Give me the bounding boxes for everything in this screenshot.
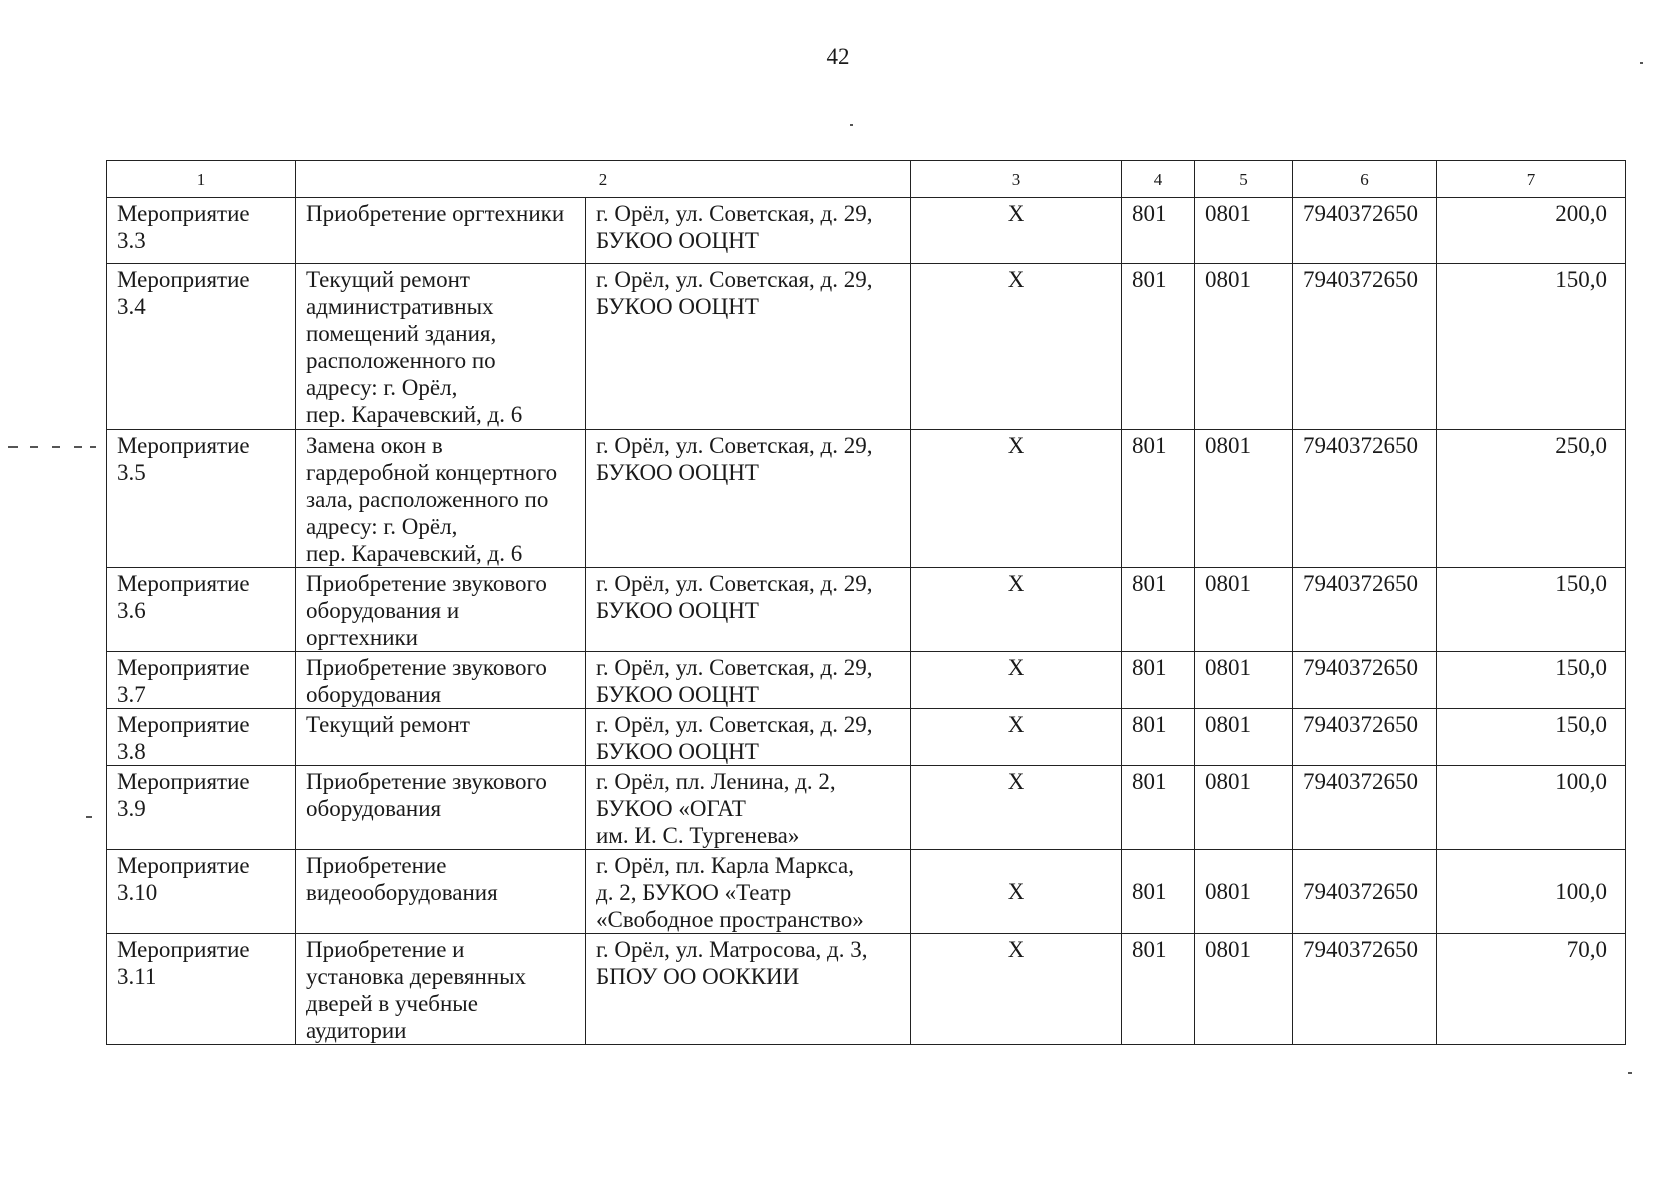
col3-cell: Х (911, 568, 1122, 652)
scan-speck (90, 446, 96, 448)
event-cell: Мероприятие 3.8 (107, 709, 296, 766)
amount-cell: 200,0 (1437, 198, 1626, 264)
col6-cell: 7940372650 (1293, 568, 1437, 652)
address-cell: г. Орёл, ул. Советская, д. 29, БУКОО ООЦНТ (586, 709, 911, 766)
header-col-7: 7 (1437, 161, 1626, 198)
col6-cell: 7940372650 (1293, 850, 1437, 934)
event-cell: Мероприятие 3.3 (107, 198, 296, 264)
col3-cell: Х (911, 934, 1122, 1045)
page-number: 42 (826, 44, 850, 69)
col6-cell: 7940372650 (1293, 934, 1437, 1045)
event-cell: Мероприятие 3.10 (107, 850, 296, 934)
description-cell: Текущий ремонт (296, 709, 586, 766)
event-cell: Мероприятие 3.4 (107, 264, 296, 430)
col4-cell: 801 (1122, 709, 1195, 766)
description-cell: Приобретение звукового оборудования (296, 766, 586, 850)
scan-speck (1628, 1072, 1632, 1074)
table-row (107, 850, 1626, 934)
scan-speck (30, 446, 38, 448)
header-col-2: 2 (296, 161, 911, 198)
description-cell: Приобретение видеооборудования (296, 850, 586, 934)
event-cell: Мероприятие 3.5 (107, 430, 296, 568)
scan-speck (850, 124, 853, 126)
scan-speck (8, 446, 18, 448)
col5-cell: 0801 (1195, 766, 1293, 850)
description-cell: Замена окон в гардеробной концертного зала, расположенного по адресу: г. Орёл, пер. Карачевский, д. 6 (296, 430, 586, 568)
scan-speck (86, 816, 92, 818)
scan-speck (52, 446, 60, 448)
amount-cell: 100,0 (1437, 766, 1626, 850)
col4-cell: 801 (1122, 934, 1195, 1045)
col5-cell: 0801 (1195, 568, 1293, 652)
description-cell: Приобретение и установка деревянных дверей в учебные аудитории (296, 934, 586, 1045)
address-cell: г. Орёл, ул. Советская, д. 29, БУКОО ООЦНТ (586, 198, 911, 264)
description-cell: Приобретение оргтехники (296, 198, 586, 264)
col3-cell: Х (911, 850, 1122, 934)
scan-speck (74, 446, 82, 448)
table-row (107, 264, 1626, 430)
amount-cell: 150,0 (1437, 652, 1626, 709)
amount-cell: 100,0 (1437, 850, 1626, 934)
address-cell: г. Орёл, пл. Карла Маркса, д. 2, БУКОО «Театр «Свободное пространство» (586, 850, 911, 934)
description-cell: Текущий ремонт административных помещений здания, расположенного по адресу: г. Орёл, пер. Карачевский, д. 6 (296, 264, 586, 430)
table-row (107, 198, 1626, 264)
header-col-5: 5 (1195, 161, 1293, 198)
header-col-3: 3 (911, 161, 1122, 198)
amount-cell: 150,0 (1437, 568, 1626, 652)
amount-cell: 150,0 (1437, 264, 1626, 430)
address-cell: г. Орёл, ул. Советская, д. 29, БУКОО ООЦНТ (586, 264, 911, 430)
table-row (107, 709, 1626, 766)
address-cell: г. Орёл, пл. Ленина, д. 2, БУКОО «ОГАТ им. И. С. Тургенева» (586, 766, 911, 850)
table-row (107, 568, 1626, 652)
col3-cell: Х (911, 766, 1122, 850)
table-row (107, 652, 1626, 709)
col5-cell: 0801 (1195, 430, 1293, 568)
amount-cell: 70,0 (1437, 934, 1626, 1045)
col6-cell: 7940372650 (1293, 430, 1437, 568)
event-cell: Мероприятие 3.6 (107, 568, 296, 652)
col5-cell: 0801 (1195, 198, 1293, 264)
address-cell: г. Орёл, ул. Советская, д. 29, БУКОО ООЦНТ (586, 430, 911, 568)
address-cell: г. Орёл, ул. Советская, д. 29, БУКОО ООЦНТ (586, 568, 911, 652)
event-cell: Мероприятие 3.11 (107, 934, 296, 1045)
header-row (107, 161, 1626, 198)
col3-cell: Х (911, 709, 1122, 766)
col3-cell: Х (911, 198, 1122, 264)
col6-cell: 7940372650 (1293, 652, 1437, 709)
events-table (106, 160, 1626, 1045)
description-cell: Приобретение звукового оборудования (296, 652, 586, 709)
table-row (107, 766, 1626, 850)
header-col-4: 4 (1122, 161, 1195, 198)
table-row (107, 430, 1626, 568)
address-cell: г. Орёл, ул. Советская, д. 29, БУКОО ООЦНТ (586, 652, 911, 709)
table-row (107, 934, 1626, 1045)
description-cell: Приобретение звукового оборудования и оргтехники (296, 568, 586, 652)
col4-cell: 801 (1122, 850, 1195, 934)
scan-speck (1640, 62, 1643, 64)
col4-cell: 801 (1122, 766, 1195, 850)
col4-cell: 801 (1122, 652, 1195, 709)
col6-cell: 7940372650 (1293, 766, 1437, 850)
col4-cell: 801 (1122, 568, 1195, 652)
address-cell: г. Орёл, ул. Матросова, д. 3, БПОУ ОО ООККИИ (586, 934, 911, 1045)
col5-cell: 0801 (1195, 850, 1293, 934)
col5-cell: 0801 (1195, 709, 1293, 766)
col4-cell: 801 (1122, 430, 1195, 568)
event-cell: Мероприятие 3.7 (107, 652, 296, 709)
amount-cell: 250,0 (1437, 430, 1626, 568)
col3-cell: Х (911, 264, 1122, 430)
col6-cell: 7940372650 (1293, 709, 1437, 766)
header-col-6: 6 (1293, 161, 1437, 198)
col4-cell: 801 (1122, 264, 1195, 430)
col4-cell: 801 (1122, 198, 1195, 264)
event-cell: Мероприятие 3.9 (107, 766, 296, 850)
col5-cell: 0801 (1195, 264, 1293, 430)
col3-cell: Х (911, 430, 1122, 568)
col3-cell: Х (911, 652, 1122, 709)
col5-cell: 0801 (1195, 934, 1293, 1045)
amount-cell: 150,0 (1437, 709, 1626, 766)
col6-cell: 7940372650 (1293, 198, 1437, 264)
col5-cell: 0801 (1195, 652, 1293, 709)
col6-cell: 7940372650 (1293, 264, 1437, 430)
header-col-1: 1 (107, 161, 296, 198)
